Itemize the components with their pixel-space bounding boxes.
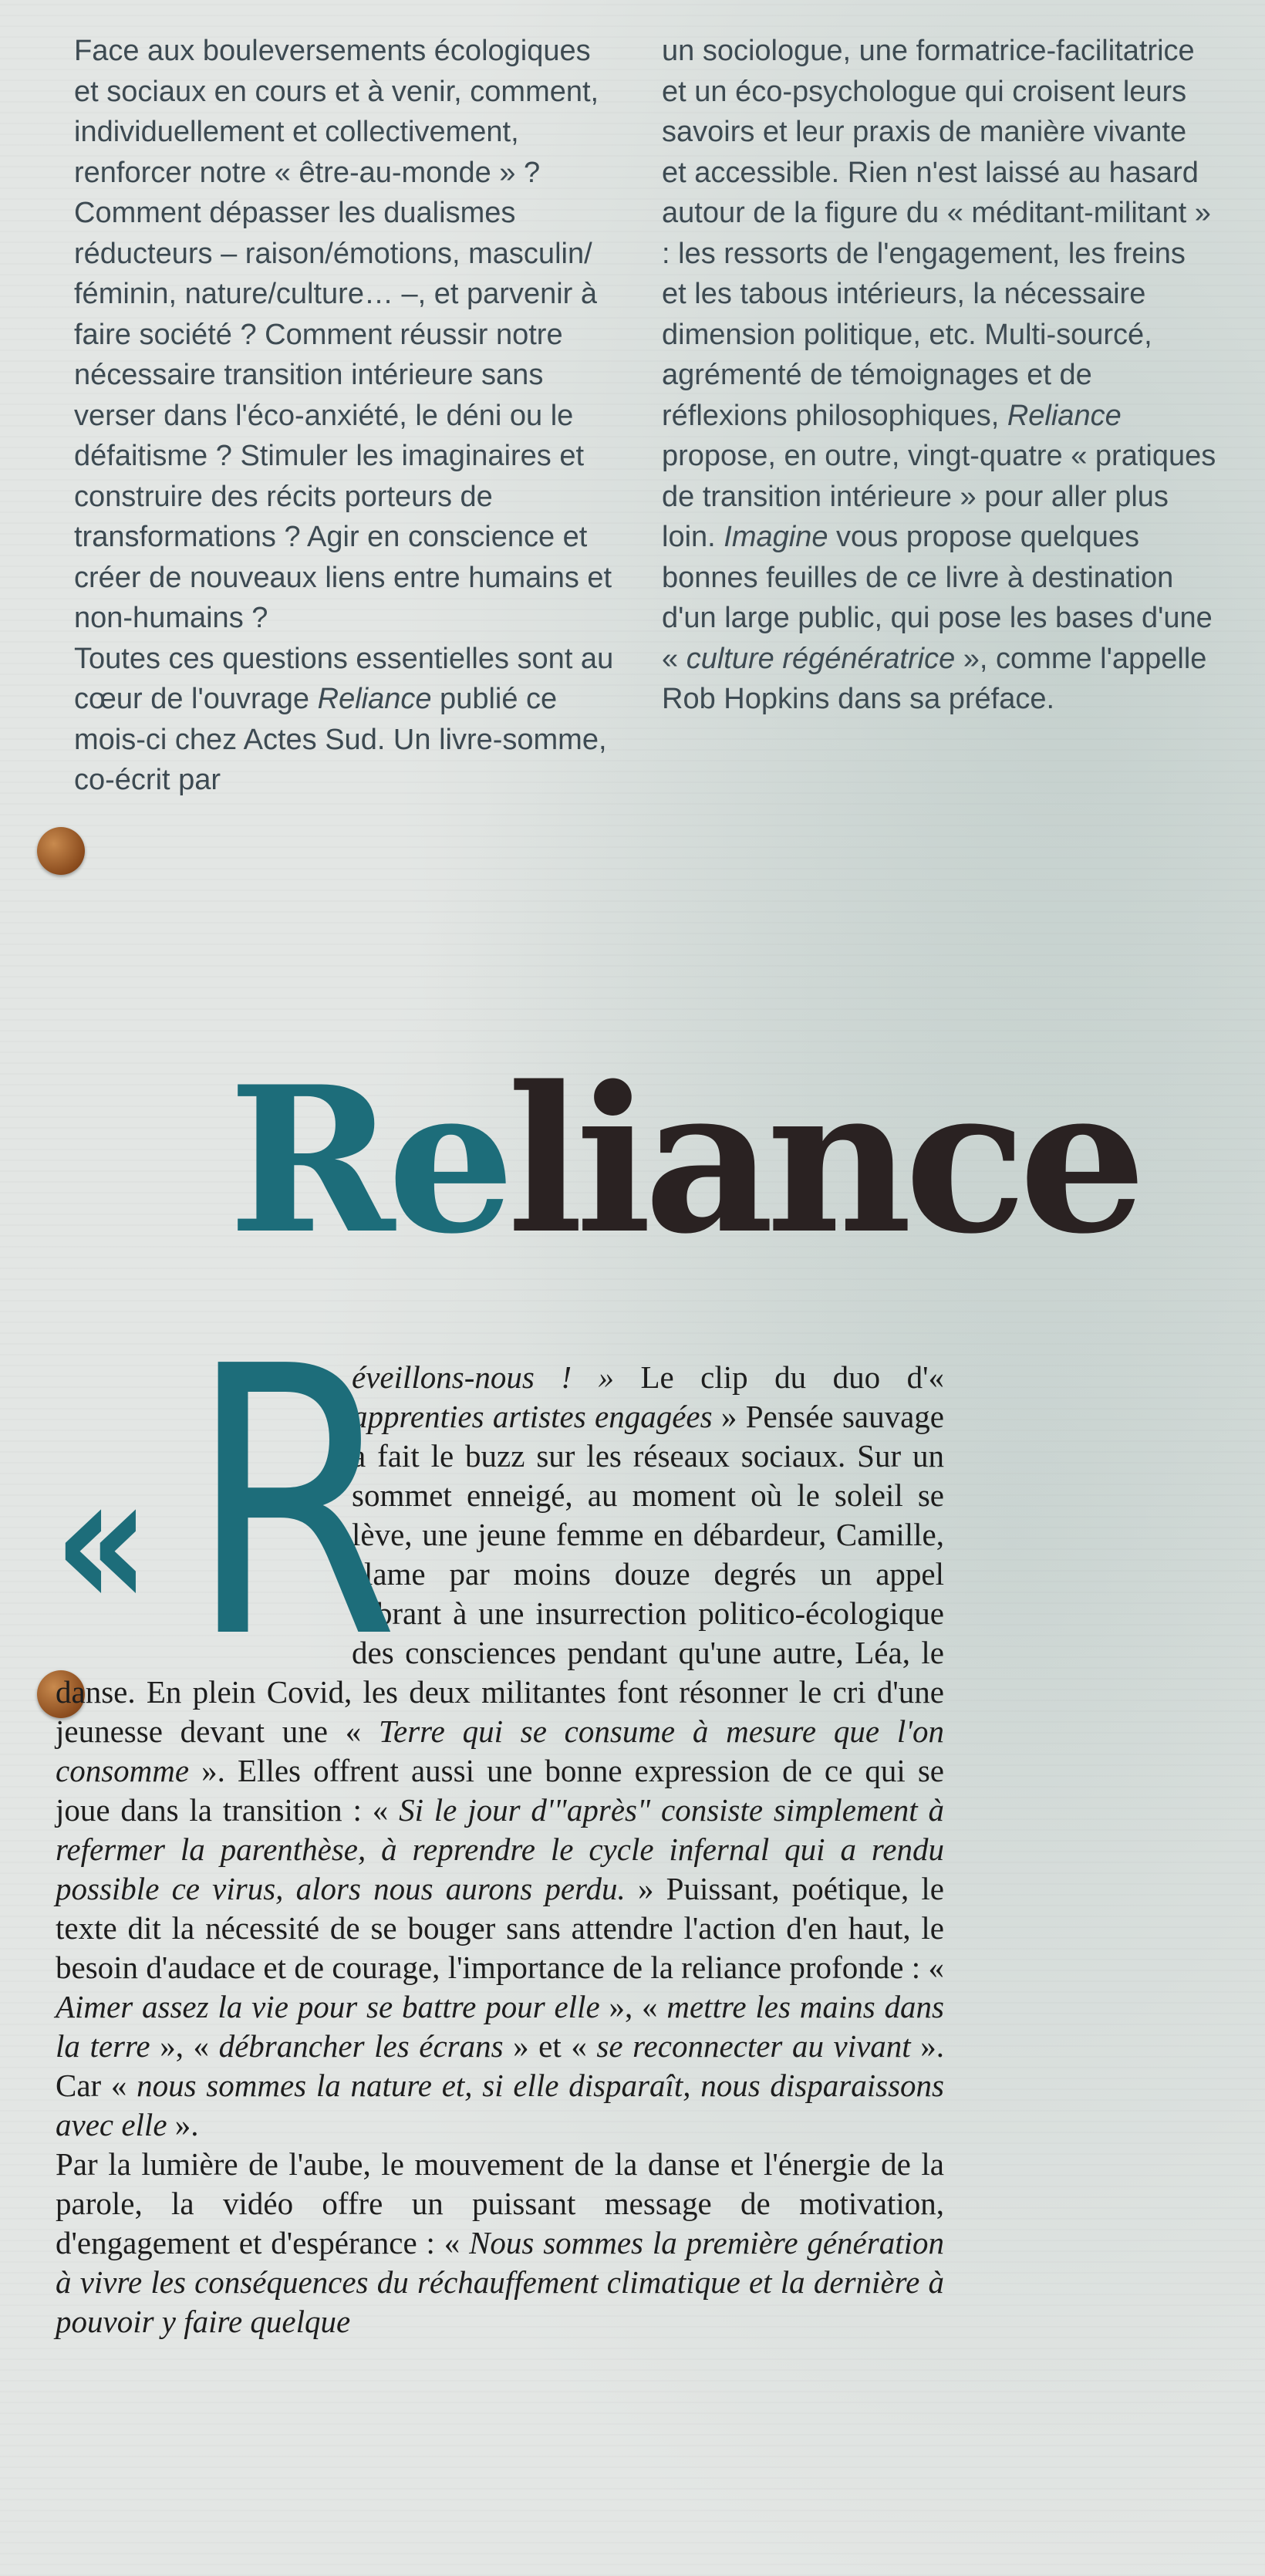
text-italic: Aimer assez la vie pour se battre pour elle — [56, 1989, 600, 2024]
text-run: Par la lumière de l'aube, le mouvement de la danse et l'énergie de la parole, la vidéo offre un puissant message de motivation, d'engagement et d'espérance : « — [56, 2146, 944, 2260]
quoted-term: culture régénératrice — [686, 642, 956, 675]
text-run: » et « — [503, 2028, 597, 2064]
text-italic: apprenties artistes engagées — [352, 1399, 713, 1434]
text-run: ». Elles offrent aussi une bonne expression de ce qui se joue dans la transition : « — [56, 1753, 944, 1828]
text-run: », « — [599, 1989, 667, 2024]
binder-hole-dot — [37, 827, 85, 875]
text-run: » Puissant, poétique, le texte dit la nécessité de se bouger sans attendre l'action d'en haut, le besoin d'audace et de courage, l'importance de la reliance profonde : « — [56, 1871, 944, 1985]
text-run: Toutes ces questions essentielles sont au cœur de l'ouvrage — [74, 642, 614, 715]
text-italic: se reconnecter au vivant — [596, 2028, 911, 2064]
text-italic: Terre qui se consume à mesure que l'on consomme — [56, 1713, 944, 1788]
article-paragraph — [56, 2145, 944, 2341]
book-title: Reliance — [1007, 399, 1122, 432]
text-italic: mettre les mains dans la terre — [56, 1989, 945, 2064]
text-run: propose, en outre, vingt-quatre « pratiques de transition intérieure » pour aller plus loin. — [662, 440, 1216, 553]
drop-cap-letter: R — [188, 1288, 400, 1720]
text-run: », « — [150, 2028, 219, 2064]
article-body — [54, 1288, 945, 2341]
intro-paragraph — [74, 639, 614, 801]
text-run: Le clip du duo d'« — [613, 1359, 945, 1395]
drop-cap-quote: « — [54, 1433, 150, 1649]
magazine-name: Imagine — [724, 521, 828, 553]
intro-left-column — [74, 31, 614, 801]
text-italic: débrancher les écrans — [218, 2028, 504, 2064]
text-italic: éveillons-nous ! » — [352, 1359, 614, 1395]
text-italic: Si le jour d'"après" consiste simplement à refermer la parenthèse, à reprendre le cycle infernal qui a rendu possible ce virus, alors nous aurons perdu. — [56, 1792, 944, 1906]
text-run: un sociologue, une formatrice-facilitatrice et un éco-psychologue qui croisent leurs savoirs et leur praxis de manière vivante et accessible. Rien n'est laissé au hasard autour de la figure du « méditant-militant » : les ressorts de l'engagement, les freins et les tabous intérieurs, la nécessaire dimension politique, etc. Multi-sourcé, agrémenté de témoignages et de réflexions philosophiques, — [662, 35, 1211, 432]
text-run: » Pensée sauvage a fait le buzz sur les réseaux sociaux. Sur un sommet enneigé, au moment où le soleil se lève, une jeune femme en débardeur, Camille, slame par moins douze degrés un appel vibrant à une insurrection politico-écologique des consciences pendant qu'une autre, Léa, le danse. En plein Covid, les deux militantes font résonner le cri d'une jeunesse devant une « — [56, 1399, 945, 1749]
intro-section — [74, 31, 1262, 801]
text-run: », comme l'appelle Rob Hopkins dans sa préface. — [662, 642, 1207, 715]
article-title — [228, 1045, 1231, 1277]
title-part-dark: liance — [507, 1043, 1139, 1278]
book-title: Reliance — [317, 683, 432, 715]
intro-paragraph: Face aux bouleversements écologiques et sociaux en cours et à venir, comment, individuellement et collectivement, renforcer notre « être-au-monde » ? Comment dépasser les dualismes réducteurs – raison/émotions, masculin/ féminin, nature/culture… –, et parvenir à faire société ? Comment réussir notre nécessaire transition intérieure sans verser dans l'éco-anxiété, le déni ou le défaitisme ? Stimuler les imaginaires et construire des récits porteurs de transformations ? Agir en conscience et créer de nouveaux liens entre humains et non-humains ? — [74, 35, 612, 634]
text-italic: nous sommes la nature et, si elle disparaît, nous disparaissons avec elle — [56, 2068, 944, 2142]
intro-right-column — [662, 31, 1217, 801]
text-run: vous propose quelques bonnes feuilles de ce livre à destination d'un large public, qui pose les bases d'une « — [662, 521, 1213, 675]
text-run: publié ce mois-ci chez Actes Sud. Un livre-somme, co-écrit par — [74, 683, 607, 796]
drop-cap — [49, 1288, 400, 1720]
text-run: ». — [167, 2107, 199, 2142]
title-part-accent: Re — [228, 1043, 508, 1278]
intro-paragraph — [662, 31, 1217, 720]
text-run: ». Car « — [56, 2028, 945, 2103]
text-italic: Nous sommes la première génération à vivre les conséquences du réchauffement climatique et la dernière à pouvoir y faire quelque — [56, 2225, 944, 2339]
